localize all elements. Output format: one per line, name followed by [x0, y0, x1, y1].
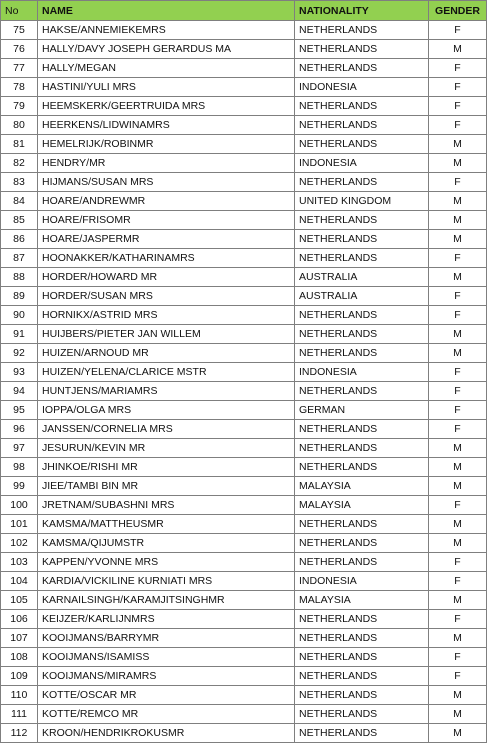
- cell-gender: M: [429, 515, 487, 534]
- cell-name: HOARE/ANDREWMR: [38, 192, 295, 211]
- table-row: [1, 97, 487, 116]
- cell-gender: M: [429, 686, 487, 705]
- cell-gender: F: [429, 287, 487, 306]
- cell-no: 98: [1, 458, 38, 477]
- cell-gender: M: [429, 477, 487, 496]
- table-row: [1, 496, 487, 515]
- table-row: [1, 135, 487, 154]
- header-no: No: [1, 1, 38, 21]
- cell-name: HEERKENS/LIDWINAMRS: [38, 116, 295, 135]
- cell-name: HORDER/HOWARD MR: [38, 268, 295, 287]
- cell-no: 94: [1, 382, 38, 401]
- cell-name: HAKSE/ANNEMIEKEMRS: [38, 21, 295, 40]
- table-body: [1, 21, 487, 743]
- table-row: [1, 420, 487, 439]
- cell-no: 99: [1, 477, 38, 496]
- cell-name: HALLY/MEGAN: [38, 59, 295, 78]
- cell-no: 107: [1, 629, 38, 648]
- cell-name: JIEE/TAMBI BIN MR: [38, 477, 295, 496]
- cell-name: KOTTE/OSCAR MR: [38, 686, 295, 705]
- header-nationality: NATIONALITY: [295, 1, 429, 21]
- cell-nationality: NETHERLANDS: [295, 116, 429, 135]
- cell-no: 91: [1, 325, 38, 344]
- cell-gender: F: [429, 78, 487, 97]
- cell-no: 75: [1, 21, 38, 40]
- cell-name: HOARE/FRISOMR: [38, 211, 295, 230]
- cell-nationality: NETHERLANDS: [295, 230, 429, 249]
- table-row: [1, 705, 487, 724]
- cell-name: KARDIA/VICKILINE KURNIATI MRS: [38, 572, 295, 591]
- cell-nationality: NETHERLANDS: [295, 667, 429, 686]
- cell-no: 84: [1, 192, 38, 211]
- cell-name: KARNAILSINGH/KARAMJITSINGHMR: [38, 591, 295, 610]
- cell-nationality: NETHERLANDS: [295, 686, 429, 705]
- table-row: [1, 40, 487, 59]
- cell-name: JRETNAM/SUBASHNI MRS: [38, 496, 295, 515]
- cell-nationality: NETHERLANDS: [295, 21, 429, 40]
- table-header: [1, 1, 487, 21]
- cell-no: 78: [1, 78, 38, 97]
- cell-name: KEIJZER/KARLIJNMRS: [38, 610, 295, 629]
- cell-nationality: NETHERLANDS: [295, 173, 429, 192]
- cell-name: HALLY/DAVY JOSEPH GERARDUS MA: [38, 40, 295, 59]
- cell-no: 92: [1, 344, 38, 363]
- cell-name: KOOIJMANS/MIRAMRS: [38, 667, 295, 686]
- cell-gender: F: [429, 401, 487, 420]
- cell-name: HORDER/SUSAN MRS: [38, 287, 295, 306]
- cell-name: KROON/HENDRIKROKUSMR: [38, 724, 295, 743]
- cell-nationality: NETHERLANDS: [295, 97, 429, 116]
- cell-no: 112: [1, 724, 38, 743]
- cell-gender: F: [429, 610, 487, 629]
- header-row: [1, 1, 487, 21]
- cell-no: 80: [1, 116, 38, 135]
- cell-nationality: AUSTRALIA: [295, 287, 429, 306]
- cell-name: HENDRY/MR: [38, 154, 295, 173]
- cell-nationality: NETHERLANDS: [295, 610, 429, 629]
- cell-nationality: NETHERLANDS: [295, 420, 429, 439]
- cell-gender: M: [429, 40, 487, 59]
- header-gender: GENDER: [429, 1, 487, 21]
- cell-no: 101: [1, 515, 38, 534]
- cell-no: 109: [1, 667, 38, 686]
- table-row: [1, 306, 487, 325]
- cell-gender: M: [429, 192, 487, 211]
- cell-name: KAMSMA/QIJUMSTR: [38, 534, 295, 553]
- table-row: [1, 344, 487, 363]
- cell-no: 95: [1, 401, 38, 420]
- cell-name: KOOIJMANS/ISAMISS: [38, 648, 295, 667]
- table-row: [1, 686, 487, 705]
- cell-nationality: NETHERLANDS: [295, 648, 429, 667]
- table-row: [1, 325, 487, 344]
- table-row: [1, 268, 487, 287]
- cell-nationality: INDONESIA: [295, 154, 429, 173]
- table-row: [1, 287, 487, 306]
- cell-name: IOPPA/OLGA MRS: [38, 401, 295, 420]
- cell-no: 86: [1, 230, 38, 249]
- cell-nationality: NETHERLANDS: [295, 458, 429, 477]
- cell-no: 81: [1, 135, 38, 154]
- cell-name: HOONAKKER/KATHARINAMRS: [38, 249, 295, 268]
- cell-name: HUIZEN/ARNOUD MR: [38, 344, 295, 363]
- table-row: [1, 629, 487, 648]
- table-row: [1, 211, 487, 230]
- cell-nationality: NETHERLANDS: [295, 249, 429, 268]
- table-row: [1, 477, 487, 496]
- cell-no: 93: [1, 363, 38, 382]
- table-row: [1, 667, 487, 686]
- cell-gender: M: [429, 268, 487, 287]
- cell-gender: F: [429, 97, 487, 116]
- cell-nationality: NETHERLANDS: [295, 724, 429, 743]
- cell-gender: M: [429, 325, 487, 344]
- cell-name: HEEMSKERK/GEERTRUIDA MRS: [38, 97, 295, 116]
- cell-name: HORNIKX/ASTRID MRS: [38, 306, 295, 325]
- cell-name: KOTTE/REMCO MR: [38, 705, 295, 724]
- cell-no: 111: [1, 705, 38, 724]
- cell-nationality: INDONESIA: [295, 363, 429, 382]
- cell-no: 89: [1, 287, 38, 306]
- cell-name: HUNTJENS/MARIAMRS: [38, 382, 295, 401]
- cell-no: 83: [1, 173, 38, 192]
- cell-gender: F: [429, 420, 487, 439]
- cell-name: HEMELRIJK/ROBINMR: [38, 135, 295, 154]
- cell-gender: M: [429, 344, 487, 363]
- table-row: [1, 648, 487, 667]
- cell-no: 87: [1, 249, 38, 268]
- table-row: [1, 78, 487, 97]
- cell-name: HIJMANS/SUSAN MRS: [38, 173, 295, 192]
- cell-nationality: NETHERLANDS: [295, 135, 429, 154]
- table-row: [1, 610, 487, 629]
- cell-gender: F: [429, 572, 487, 591]
- cell-gender: M: [429, 230, 487, 249]
- cell-nationality: NETHERLANDS: [295, 515, 429, 534]
- cell-gender: F: [429, 21, 487, 40]
- cell-name: HOARE/JASPERMR: [38, 230, 295, 249]
- cell-gender: M: [429, 439, 487, 458]
- cell-no: 103: [1, 553, 38, 572]
- table-row: [1, 553, 487, 572]
- cell-nationality: NETHERLANDS: [295, 211, 429, 230]
- cell-nationality: NETHERLANDS: [295, 629, 429, 648]
- cell-nationality: AUSTRALIA: [295, 268, 429, 287]
- cell-gender: M: [429, 211, 487, 230]
- header-name: NAME: [38, 1, 295, 21]
- table-row: [1, 249, 487, 268]
- cell-nationality: NETHERLANDS: [295, 534, 429, 553]
- table-row: [1, 572, 487, 591]
- cell-nationality: NETHERLANDS: [295, 705, 429, 724]
- cell-gender: F: [429, 667, 487, 686]
- table-row: [1, 116, 487, 135]
- cell-no: 105: [1, 591, 38, 610]
- cell-name: KAPPEN/YVONNE MRS: [38, 553, 295, 572]
- cell-gender: F: [429, 648, 487, 667]
- cell-name: KOOIJMANS/BARRYMR: [38, 629, 295, 648]
- table-row: [1, 192, 487, 211]
- cell-name: KAMSMA/MATTHEUSMR: [38, 515, 295, 534]
- cell-name: JESURUN/KEVIN MR: [38, 439, 295, 458]
- cell-gender: F: [429, 496, 487, 515]
- cell-no: 76: [1, 40, 38, 59]
- table-row: [1, 401, 487, 420]
- cell-name: HUIJBERS/PIETER JAN WILLEM: [38, 325, 295, 344]
- cell-gender: F: [429, 306, 487, 325]
- table-row: [1, 59, 487, 78]
- cell-nationality: MALAYSIA: [295, 477, 429, 496]
- cell-gender: F: [429, 116, 487, 135]
- cell-nationality: NETHERLANDS: [295, 325, 429, 344]
- table-row: [1, 230, 487, 249]
- cell-no: 97: [1, 439, 38, 458]
- cell-no: 77: [1, 59, 38, 78]
- table-row: [1, 534, 487, 553]
- cell-name: HASTINI/YULI MRS: [38, 78, 295, 97]
- cell-no: 110: [1, 686, 38, 705]
- cell-gender: F: [429, 363, 487, 382]
- cell-nationality: GERMAN: [295, 401, 429, 420]
- cell-gender: M: [429, 458, 487, 477]
- cell-gender: M: [429, 724, 487, 743]
- cell-gender: M: [429, 591, 487, 610]
- cell-nationality: NETHERLANDS: [295, 59, 429, 78]
- cell-nationality: INDONESIA: [295, 78, 429, 97]
- cell-no: 88: [1, 268, 38, 287]
- cell-no: 102: [1, 534, 38, 553]
- table-row: [1, 382, 487, 401]
- cell-no: 82: [1, 154, 38, 173]
- cell-gender: M: [429, 705, 487, 724]
- table-row: [1, 363, 487, 382]
- cell-gender: M: [429, 135, 487, 154]
- cell-nationality: NETHERLANDS: [295, 439, 429, 458]
- cell-gender: M: [429, 629, 487, 648]
- cell-name: JHINKOE/RISHI MR: [38, 458, 295, 477]
- table-row: [1, 154, 487, 173]
- cell-nationality: NETHERLANDS: [295, 40, 429, 59]
- cell-nationality: NETHERLANDS: [295, 382, 429, 401]
- cell-no: 104: [1, 572, 38, 591]
- cell-nationality: NETHERLANDS: [295, 344, 429, 363]
- table-row: [1, 515, 487, 534]
- cell-gender: F: [429, 173, 487, 192]
- cell-nationality: INDONESIA: [295, 572, 429, 591]
- cell-gender: F: [429, 553, 487, 572]
- table-row: [1, 439, 487, 458]
- cell-no: 96: [1, 420, 38, 439]
- cell-name: HUIZEN/YELENA/CLARICE MSTR: [38, 363, 295, 382]
- cell-nationality: MALAYSIA: [295, 496, 429, 515]
- cell-no: 85: [1, 211, 38, 230]
- cell-no: 79: [1, 97, 38, 116]
- cell-no: 100: [1, 496, 38, 515]
- cell-no: 108: [1, 648, 38, 667]
- cell-nationality: MALAYSIA: [295, 591, 429, 610]
- cell-nationality: NETHERLANDS: [295, 553, 429, 572]
- cell-gender: F: [429, 249, 487, 268]
- cell-gender: F: [429, 382, 487, 401]
- cell-gender: M: [429, 534, 487, 553]
- table-row: [1, 173, 487, 192]
- cell-nationality: UNITED KINGDOM: [295, 192, 429, 211]
- table-row: [1, 591, 487, 610]
- table-row: [1, 458, 487, 477]
- cell-gender: F: [429, 59, 487, 78]
- cell-no: 106: [1, 610, 38, 629]
- cell-no: 90: [1, 306, 38, 325]
- cell-nationality: NETHERLANDS: [295, 306, 429, 325]
- cell-gender: M: [429, 154, 487, 173]
- cell-name: JANSSEN/CORNELIA MRS: [38, 420, 295, 439]
- table-row: [1, 21, 487, 40]
- table-row: [1, 724, 487, 743]
